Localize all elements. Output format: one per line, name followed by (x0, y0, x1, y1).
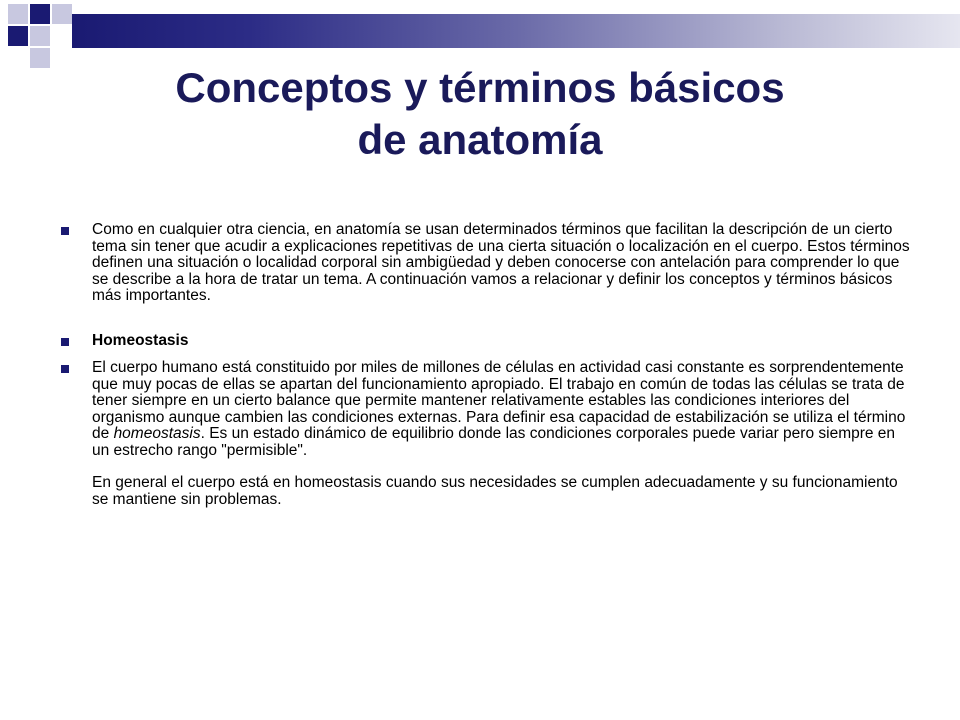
decorative-square (30, 4, 50, 24)
bullet-item-homeostasis-heading (58, 333, 916, 350)
bullet-heading: Homeostasis (92, 331, 189, 349)
square-bullet-icon (61, 227, 69, 235)
bullet-item-intro (58, 222, 916, 305)
bullet-text: Como en cualquier otra ciencia, en anatomía se usan determinados términos que facilitan la descripción de un cierto tema sin tener que acudir a explicaciones repetitivas de una cierta situación o localización en el cuerpo. Estos términos definen una situación o localidad corporal sin ambigüedad y deben conocerse con antelación para comprender lo que se describe a la hora de tratar un tema. A continuación vamos a relacionar y definir los conceptos y términos básicos más importantes. (92, 221, 910, 304)
bullet-text-part2: . Es un estado dinámico de equilibrio donde las condiciones corporales puede variar pero siempre en un estrecho rango "permisible". (92, 425, 896, 459)
decorative-square (8, 4, 28, 24)
bullet-list (58, 222, 916, 508)
decorative-square (8, 26, 28, 46)
header-gradient-bar (72, 14, 960, 48)
bullet-text-part1: El cuerpo humano está constituido por miles de millones de células en actividad casi constante es sorprendentemente que muy pocas de ellas se apartan del funcionamiento apropiado. El trabajo en común de todas las células se trata de tener siempre en un cierto balance que permite mantener relativamente estables las condiciones interiores del organismo aunque cambien las condiciones externas. Para definir esa capacidad de estabilización se utiliza el término de (92, 359, 906, 442)
bullet-item-homeostasis-definition (58, 360, 916, 508)
decorative-square (52, 4, 72, 24)
slide-title: Conceptos y términos básicos de anatomía (175, 64, 785, 163)
decorative-square (30, 26, 50, 46)
square-bullet-icon (61, 338, 69, 346)
paragraph-gap (92, 459, 916, 475)
square-bullet-icon (61, 365, 69, 373)
bullet-term-italic: homeostasis (113, 425, 201, 442)
bullet-text-part3: En general el cuerpo está en homeostasis cuando sus necesidades se cumplen adecuadamente y su funcionamiento se mantiene sin problemas. (92, 474, 898, 508)
